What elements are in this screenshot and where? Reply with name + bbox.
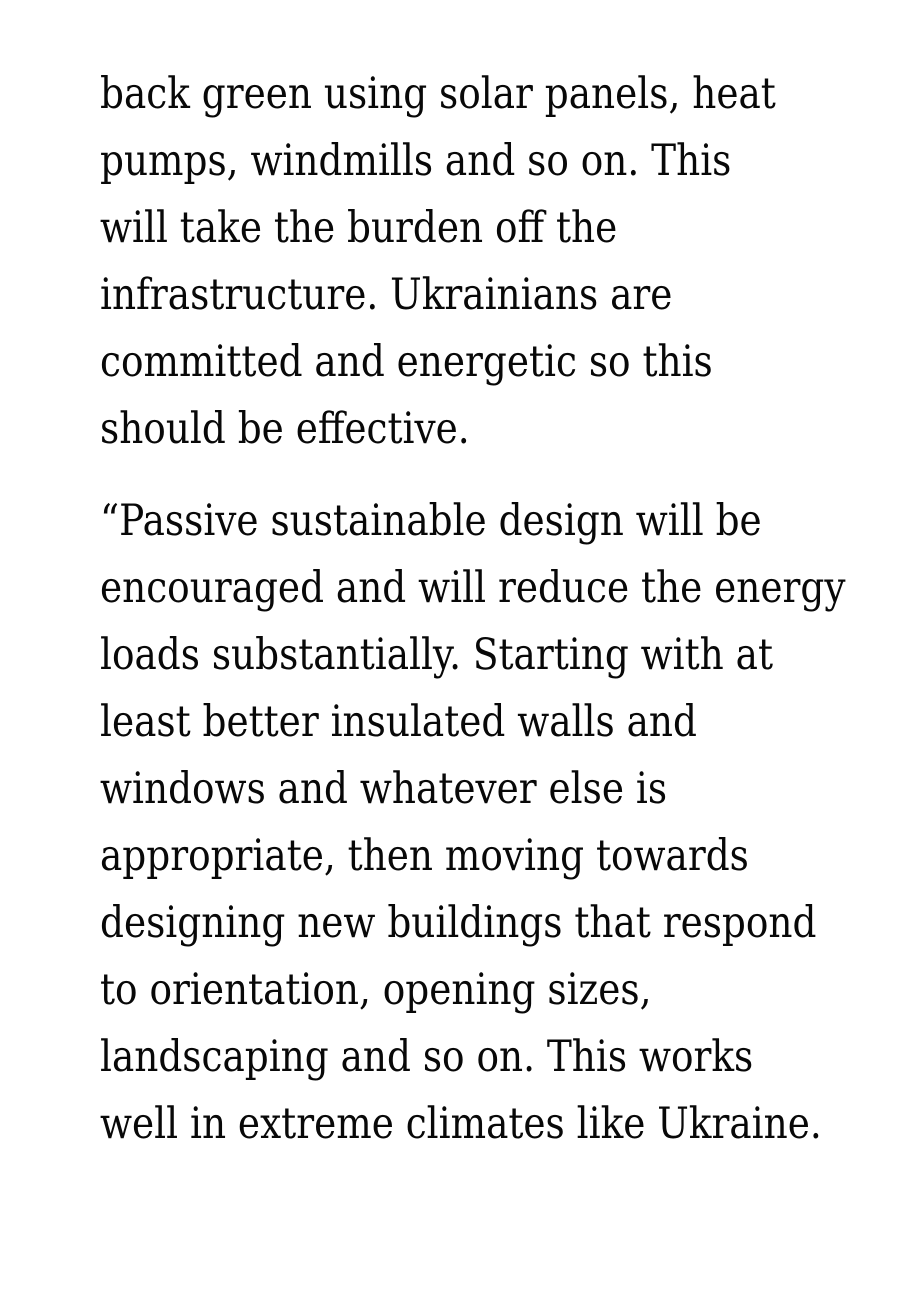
text-line: least better insulated walls and <box>100 697 697 747</box>
text-line: infrastructure. Ukrainians are <box>100 270 673 320</box>
text-line: encouraged and will reduce the energy <box>100 563 846 613</box>
paragraph-1 <box>100 61 846 463</box>
text-line: committed and energetic so this <box>100 337 713 387</box>
text-line: should be effective. <box>100 404 470 454</box>
text-line: windows and whatever else is <box>100 764 668 814</box>
article-body <box>100 61 846 1183</box>
text-line: appropriate, then moving towards <box>100 831 749 881</box>
paragraph-2 <box>100 488 846 1158</box>
text-line: will take the burden off the <box>100 203 618 253</box>
text-line: pumps, windmills and so on. This <box>100 136 732 186</box>
text-line: to orientation, opening sizes, <box>100 965 652 1015</box>
text-line: loads substantially. Starting with at <box>100 630 773 680</box>
text-line: “Passive sustainable design will be <box>100 496 762 546</box>
text-line: back green using solar panels, heat <box>100 69 776 119</box>
text-line: designing new buildings that respond <box>100 898 817 948</box>
text-line: landscaping and so on. This works <box>100 1032 754 1082</box>
text-line: well in extreme climates like Ukraine. <box>100 1099 822 1149</box>
